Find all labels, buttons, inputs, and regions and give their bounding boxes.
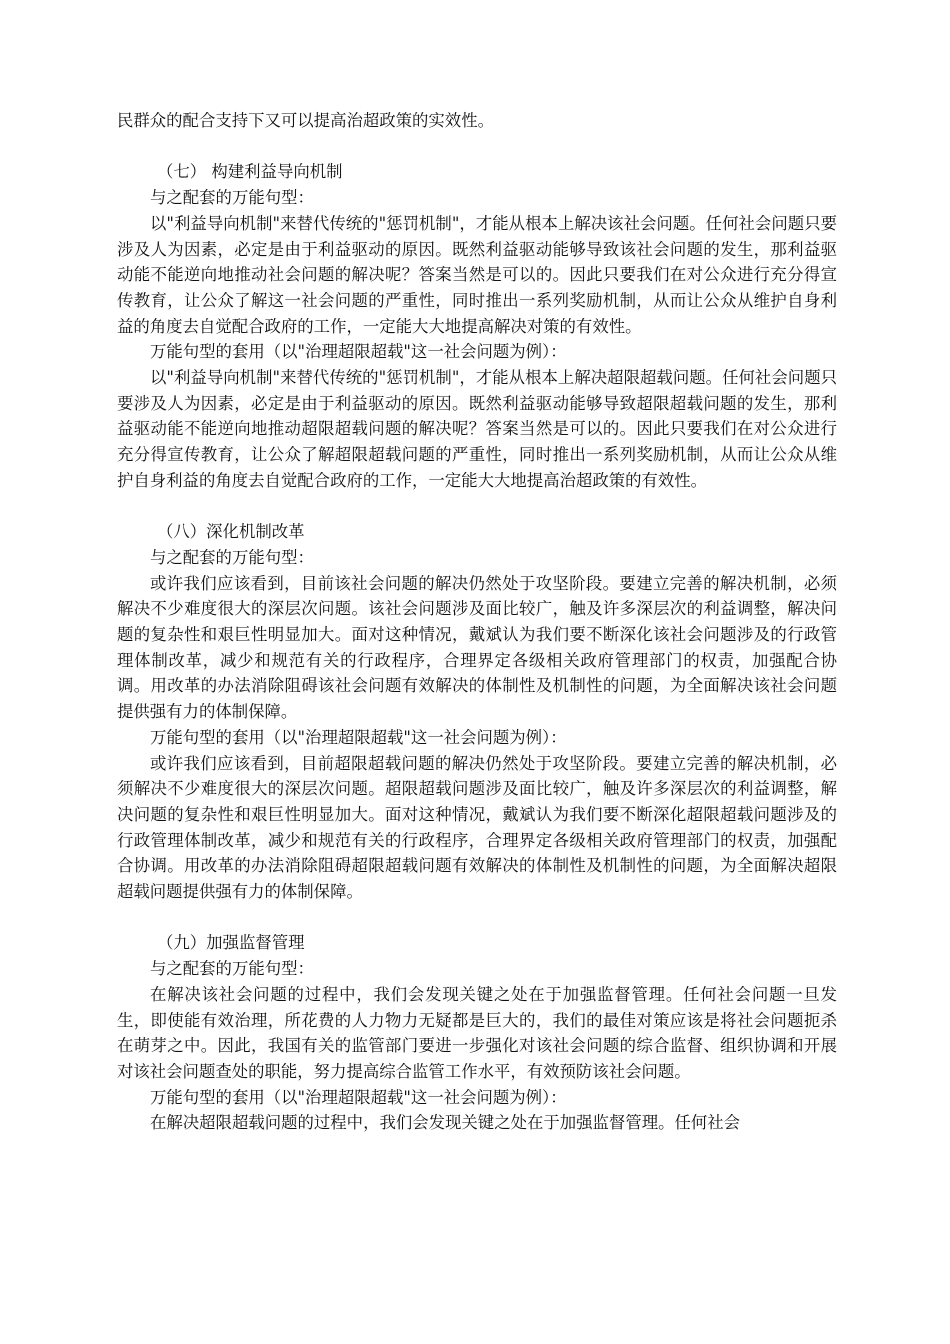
spacer	[117, 494, 837, 520]
template-label: 与之配套的万能句型：	[150, 547, 314, 567]
apply-label: 万能句型的套用（以"治理超限超载"这一社会问题为例）：	[150, 727, 567, 747]
section-heading: （七） 构建利益导向机制	[157, 162, 343, 182]
template-paragraph: 在解决该社会问题的过程中，我们会发现关键之处在于加强监督管理。任何社会问题一旦发生，即使能有效治理，所花费的人力物力无疑都是巨大的，我们的最佳对策应该是将社会问题扼杀在萌芽之中。因此，我国有关的监管部门要进一步强化对该社会问题的综合监督、组织协调和开展对该社会问题查处的职能，努力提高综合监管工作水平，有效预防该社会问题。	[117, 984, 837, 1081]
section-heading: （九）加强监督管理	[157, 933, 305, 953]
document-body	[117, 108, 837, 1136]
apply-label: 万能句型的套用（以"治理超限超载"这一社会问题为例）：	[150, 1087, 567, 1107]
apply-label: 万能句型的套用（以"治理超限超载"这一社会问题为例）：	[150, 342, 567, 362]
section-7	[117, 159, 837, 493]
spacer	[117, 905, 837, 931]
template-label: 与之配套的万能句型：	[150, 188, 314, 208]
intro-paragraph: 民群众的配合支持下又可以提高治超政策的实效性。	[117, 111, 494, 130]
apply-paragraph: 以"利益导向机制"来替代传统的"惩罚机制"，才能从根本上解决超限超载问题。任何社会问题只要涉及人为因素，必定是由于利益驱动的原因。既然利益驱动能够导致超限超载问题的发生，那利益驱动能不能逆向地推动超限超载问题的解决呢？答案当然是可以的。因此只要我们在对公众进行充分得宣传教育，让公众了解超限超载问题的严重性，同时推出一系列奖励机制，从而让公众从维护自身利益的角度去自觉配合政府的工作，一定能大大地提高治超政策的有效性。	[117, 368, 837, 490]
template-paragraph: 以"利益导向机制"来替代传统的"惩罚机制"，才能从根本上解决该社会问题。任何社会问题只要涉及人为因素，必定是由于利益驱动的原因。既然利益驱动能够导致该社会问题的发生，那利益驱动能不能逆向地推动社会问题的解决呢？答案当然是可以的。因此只要我们在对公众进行充分得宣传教育，让公众了解这一社会问题的严重性，同时推出一系列奖励机制，从而让公众从维护自身利益的角度去自觉配合政府的工作，一定能大大地提高解决对策的有效性。	[117, 213, 837, 336]
section-9	[117, 930, 837, 1136]
apply-paragraph: 在解决超限超载问题的过程中，我们会发现关键之处在于加强监督管理。任何社会	[150, 1113, 741, 1133]
template-paragraph: 或许我们应该看到，目前该社会问题的解决仍然处于攻坚阶段。要建立完善的解决机制，必须解决不少难度很大的深层次问题。该社会问题涉及面比较广，触及许多深层次的利益调整，解决问题的复杂性和艰巨性明显加大。面对这种情况，戴斌认为我们要不断深化该社会问题涉及的行政管理体制改革，减少和规范有关的行政程序，合理界定各级相关政府管理部门的权责，加强配合协调。用改革的办法消除阻碍该社会问题有效解决的体制性及机制性的问题，为全面解决该社会问题提供强有力的体制保障。	[117, 573, 837, 722]
template-label: 与之配套的万能句型：	[150, 959, 314, 979]
section-8	[117, 519, 837, 905]
apply-paragraph: 或许我们应该看到，目前超限超载问题的解决仍然处于攻坚阶段。要建立完善的解决机制，必须解决不少难度很大的深层次问题。超限超载问题涉及面比较广，触及许多深层次的利益调整，解决问题的复杂性和艰巨性明显加大。面对这种情况，戴斌认为我们要不断深化超限超载问题涉及的行政管理体制改革，减少和规范有关的行政程序，合理界定各级相关政府管理部门的权责，加强配合协调。用改革的办法消除阻碍超限超载问题有效解决的体制性及机制性的问题，为全面解决超限超载问题提供强有力的体制保障。	[117, 753, 837, 902]
spacer	[117, 134, 837, 160]
section-heading: （八）深化机制改革	[157, 522, 305, 542]
